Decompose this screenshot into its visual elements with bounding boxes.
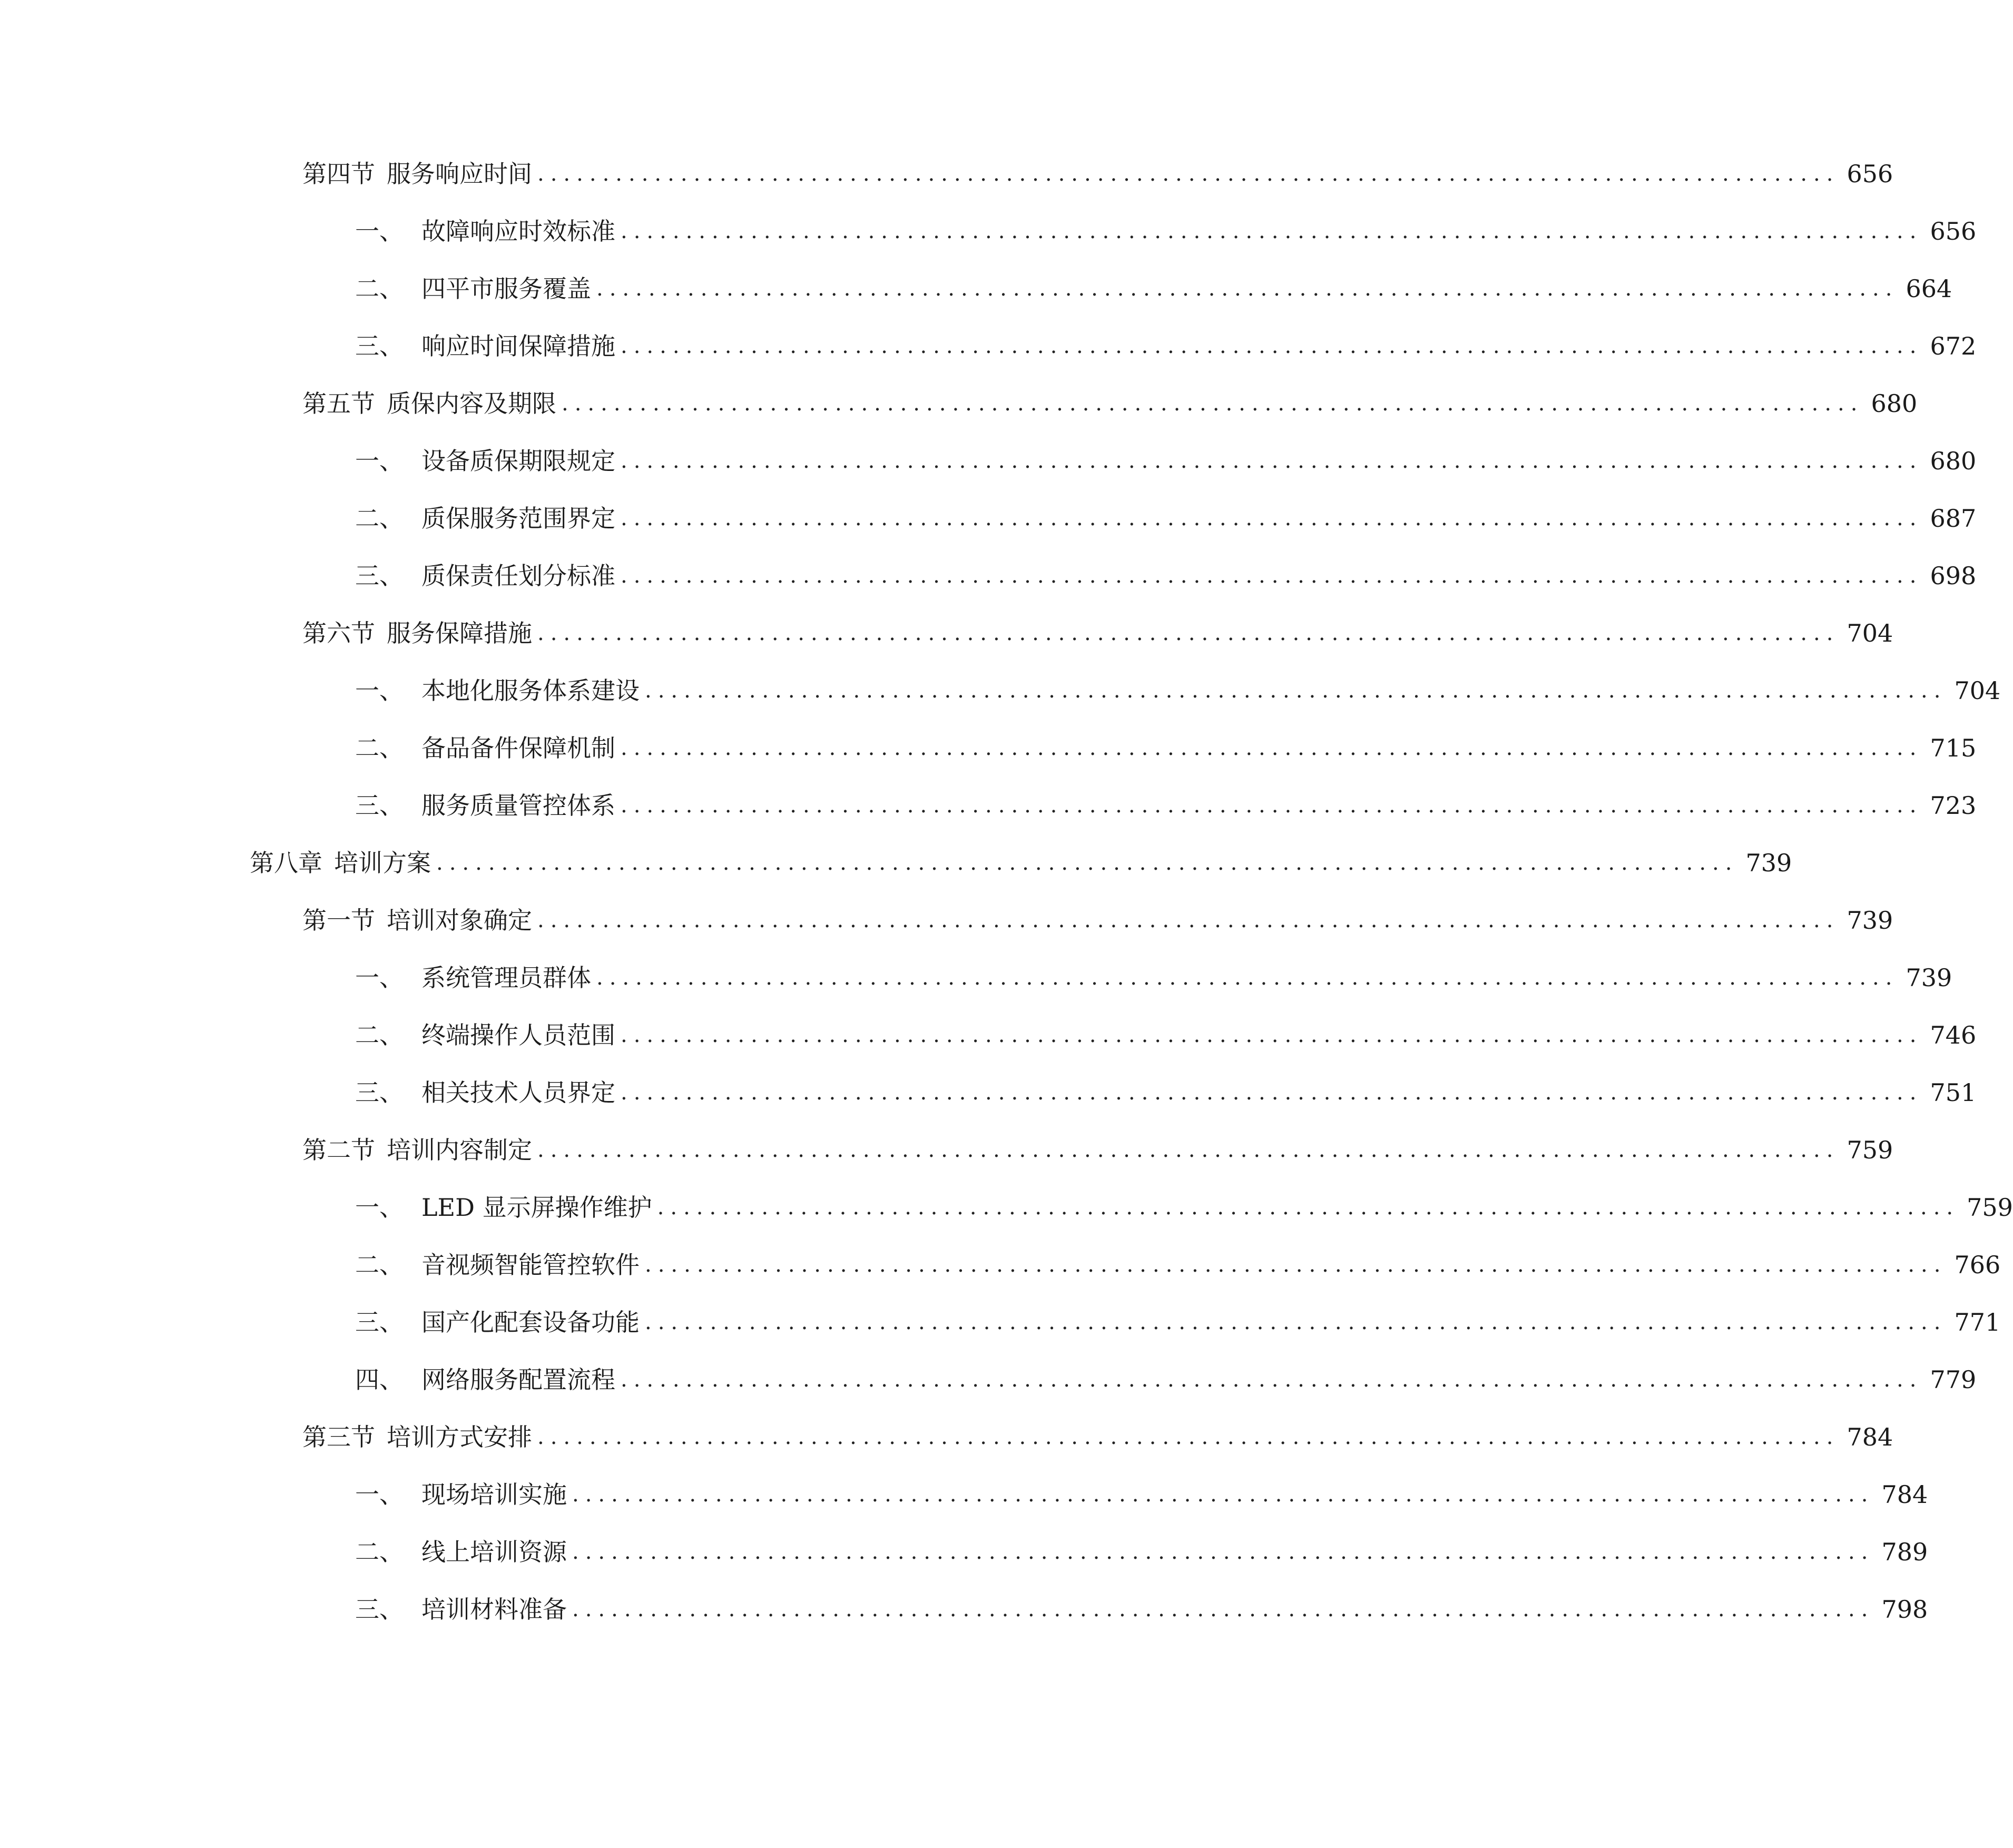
toc-entry-title: 线上培训资源 — [421, 1538, 567, 1566]
toc-entry-title: 国产化配套设备功能 — [421, 1308, 640, 1336]
toc-entry-title: 服务保障措施 — [387, 619, 532, 647]
toc-entry-section-label: 第五节 — [302, 389, 375, 418]
toc-entry-title: 质保内容及期限 — [387, 389, 556, 418]
toc-entry-page-number: 746 — [1930, 1021, 1977, 1049]
toc-dot-leader: .................................................................................................... — [621, 1368, 1923, 1392]
toc-entry-section-label: 第二节 — [302, 1136, 375, 1164]
toc-dot-leader: .................................................................................................... — [596, 277, 1899, 301]
toc-entry[interactable] — [355, 1301, 2001, 1343]
toc-entry-title: 培训对象确定 — [387, 906, 532, 935]
toc-entry[interactable] — [355, 210, 1977, 252]
toc-entry[interactable] — [355, 1359, 1977, 1401]
toc-entry[interactable] — [355, 497, 1977, 539]
toc-entry-number: 四、 — [355, 1365, 404, 1394]
toc-entry-title: 培训材料准备 — [421, 1595, 567, 1624]
toc-dot-leader: .................................................................................................... — [621, 334, 1923, 358]
toc-entry-title: 故障响应时效标准 — [421, 217, 615, 245]
toc-entry-number: 三、 — [355, 332, 404, 360]
toc-entry-number: 一、 — [355, 964, 404, 992]
toc-entry-page-number: 771 — [1954, 1308, 2001, 1336]
toc-entry[interactable] — [302, 612, 1893, 654]
toc-entry-number: 三、 — [355, 1308, 404, 1336]
toc-entry-number: 二、 — [355, 1538, 404, 1566]
toc-dot-leader: .................................................................................................... — [645, 1310, 1947, 1334]
toc-dot-leader: .................................................................................................... — [621, 1023, 1923, 1047]
toc-entry-page-number: 751 — [1930, 1078, 1977, 1107]
toc-entry-page-number: 759 — [1847, 1136, 1893, 1164]
toc-entry-page-number: 739 — [1847, 906, 1893, 935]
toc-dot-leader: .................................................................................................... — [645, 1253, 1947, 1277]
toc-entry-page-number: 789 — [1881, 1538, 1928, 1566]
toc-entry-title: LED 显示屏操作维护 — [421, 1193, 652, 1222]
toc-entry-title: 网络服务配置流程 — [421, 1365, 615, 1394]
toc-entry-page-number: 656 — [1930, 217, 1977, 245]
toc-dot-leader: .................................................................................................... — [537, 162, 1840, 186]
toc-entry-page-number: 680 — [1871, 389, 1918, 418]
toc-entry-title: 现场培训实施 — [421, 1480, 567, 1509]
toc-entry-page-number: 704 — [1954, 676, 2001, 705]
toc-entry-title: 音视频智能管控软件 — [421, 1251, 640, 1279]
toc-entry-title: 服务响应时间 — [387, 160, 532, 188]
toc-entry[interactable] — [355, 1072, 1977, 1114]
toc-entry-number: 二、 — [355, 1251, 404, 1279]
toc-entry[interactable] — [355, 1186, 2013, 1228]
toc-dot-leader: .................................................................................................... — [562, 391, 1864, 416]
toc-entry[interactable] — [355, 1473, 1928, 1516]
toc-entry-number: 二、 — [355, 734, 404, 762]
toc-dot-leader: .................................................................................................... — [537, 1425, 1840, 1449]
toc-dot-leader: .................................................................................................... — [645, 679, 1947, 703]
toc-dot-leader: .................................................................................................... — [537, 621, 1840, 645]
toc-dot-leader: .................................................................................................... — [621, 564, 1923, 588]
toc-entry-page-number: 739 — [1745, 849, 1792, 877]
toc-entry[interactable] — [355, 555, 1977, 597]
toc-entry-title: 服务质量管控体系 — [421, 791, 615, 820]
toc-entry-number: 一、 — [355, 676, 404, 705]
toc-entry-number: 一、 — [355, 447, 404, 475]
toc-entry-title: 培训方案 — [334, 849, 431, 877]
toc-entry[interactable] — [302, 382, 1918, 425]
toc-entry-page-number: 798 — [1881, 1595, 1928, 1624]
toc-entry[interactable] — [302, 899, 1893, 941]
toc-dot-leader: .................................................................................................... — [621, 449, 1923, 473]
toc-dot-leader: .................................................................................................... — [621, 1080, 1923, 1105]
toc-entry-number: 三、 — [355, 1078, 404, 1107]
toc-entry[interactable] — [355, 1244, 2001, 1286]
toc-entry[interactable] — [302, 153, 1893, 195]
toc-dot-leader: .................................................................................................... — [537, 908, 1840, 932]
toc-dot-leader: .................................................................................................... — [572, 1597, 1874, 1621]
toc-entry[interactable] — [302, 1129, 1893, 1171]
toc-dot-leader: .................................................................................................... — [621, 736, 1923, 760]
toc-entry-section-label: 第三节 — [302, 1423, 375, 1451]
toc-dot-leader: .................................................................................................... — [621, 219, 1923, 243]
toc-entry-page-number: 664 — [1906, 274, 1952, 303]
toc-entry[interactable] — [355, 957, 1952, 999]
toc-entry-number: 一、 — [355, 1480, 404, 1509]
toc-entry[interactable] — [355, 1588, 1928, 1630]
toc-entry-title: 质保责任划分标准 — [421, 562, 615, 590]
toc-entry-page-number: 656 — [1847, 160, 1893, 188]
toc-entry-title: 质保服务范围界定 — [421, 504, 615, 533]
toc-entry-title: 相关技术人员界定 — [421, 1078, 615, 1107]
toc-entry-page-number: 759 — [1967, 1193, 2013, 1222]
toc-dot-leader: .................................................................................................... — [657, 1195, 1960, 1220]
toc-entry-page-number: 687 — [1930, 504, 1977, 533]
toc-entry-page-number: 739 — [1906, 964, 1952, 992]
toc-dot-leader: .................................................................................................... — [436, 851, 1739, 875]
toc-entry[interactable] — [302, 1416, 1893, 1458]
toc-entry[interactable] — [355, 268, 1952, 310]
toc-entry[interactable] — [355, 1014, 1977, 1056]
toc-entry-number: 三、 — [355, 1595, 404, 1624]
toc-entry[interactable] — [355, 727, 1977, 769]
toc-dot-leader: .................................................................................................... — [572, 1540, 1874, 1564]
toc-entry-title: 终端操作人员范围 — [421, 1021, 615, 1049]
toc-entry-number: 一、 — [355, 1193, 404, 1222]
toc-entry-number: 三、 — [355, 791, 404, 820]
toc-entry-page-number: 784 — [1881, 1480, 1928, 1509]
toc-entry-number: 一、 — [355, 217, 404, 245]
toc-entry[interactable] — [355, 325, 1977, 367]
toc-entry[interactable] — [250, 842, 1792, 884]
toc-entry-title: 本地化服务体系建设 — [421, 676, 640, 705]
toc-entry-section-label: 第一节 — [302, 906, 375, 935]
toc-entry-title: 培训内容制定 — [387, 1136, 532, 1164]
toc-entry-number: 二、 — [355, 1021, 404, 1049]
toc-entry-page-number: 784 — [1847, 1423, 1893, 1451]
toc-dot-leader: .................................................................................................... — [621, 793, 1923, 818]
toc-entry-page-number: 672 — [1930, 332, 1977, 360]
toc-dot-leader: .................................................................................................... — [621, 506, 1923, 530]
toc-entry-title: 系统管理员群体 — [421, 964, 591, 992]
toc-entry[interactable] — [355, 784, 1977, 827]
toc-entry-number: 三、 — [355, 562, 404, 590]
toc-entry[interactable] — [355, 440, 1977, 482]
toc-entry-title: 设备质保期限规定 — [421, 447, 615, 475]
toc-dot-leader: .................................................................................................... — [537, 1138, 1840, 1162]
toc-dot-leader: .................................................................................................... — [572, 1482, 1874, 1507]
toc-entry-number: 二、 — [355, 274, 404, 303]
toc-entry[interactable] — [355, 1531, 1928, 1573]
toc-entry-page-number: 715 — [1930, 734, 1977, 762]
toc-entry-page-number: 766 — [1954, 1251, 2001, 1279]
toc-entry-title: 备品备件保障机制 — [421, 734, 615, 762]
toc-entry-section-label: 第六节 — [302, 619, 375, 647]
toc-entry-section-label: 第四节 — [302, 160, 375, 188]
toc-entry-title: 培训方式安排 — [387, 1423, 532, 1451]
toc-dot-leader: .................................................................................................... — [596, 966, 1899, 990]
toc-entry-page-number: 680 — [1930, 447, 1977, 475]
toc-entry-number: 二、 — [355, 504, 404, 533]
toc-entry-title: 响应时间保障措施 — [421, 332, 615, 360]
toc-entry-section-label: 第八章 — [250, 849, 322, 877]
toc-entry-page-number: 704 — [1847, 619, 1893, 647]
toc-entry-title: 四平市服务覆盖 — [421, 274, 591, 303]
toc-entry-page-number: 723 — [1930, 791, 1977, 820]
toc-entry-page-number: 779 — [1930, 1365, 1977, 1394]
toc-entry[interactable] — [355, 670, 2001, 712]
toc-entry-page-number: 698 — [1930, 562, 1977, 590]
